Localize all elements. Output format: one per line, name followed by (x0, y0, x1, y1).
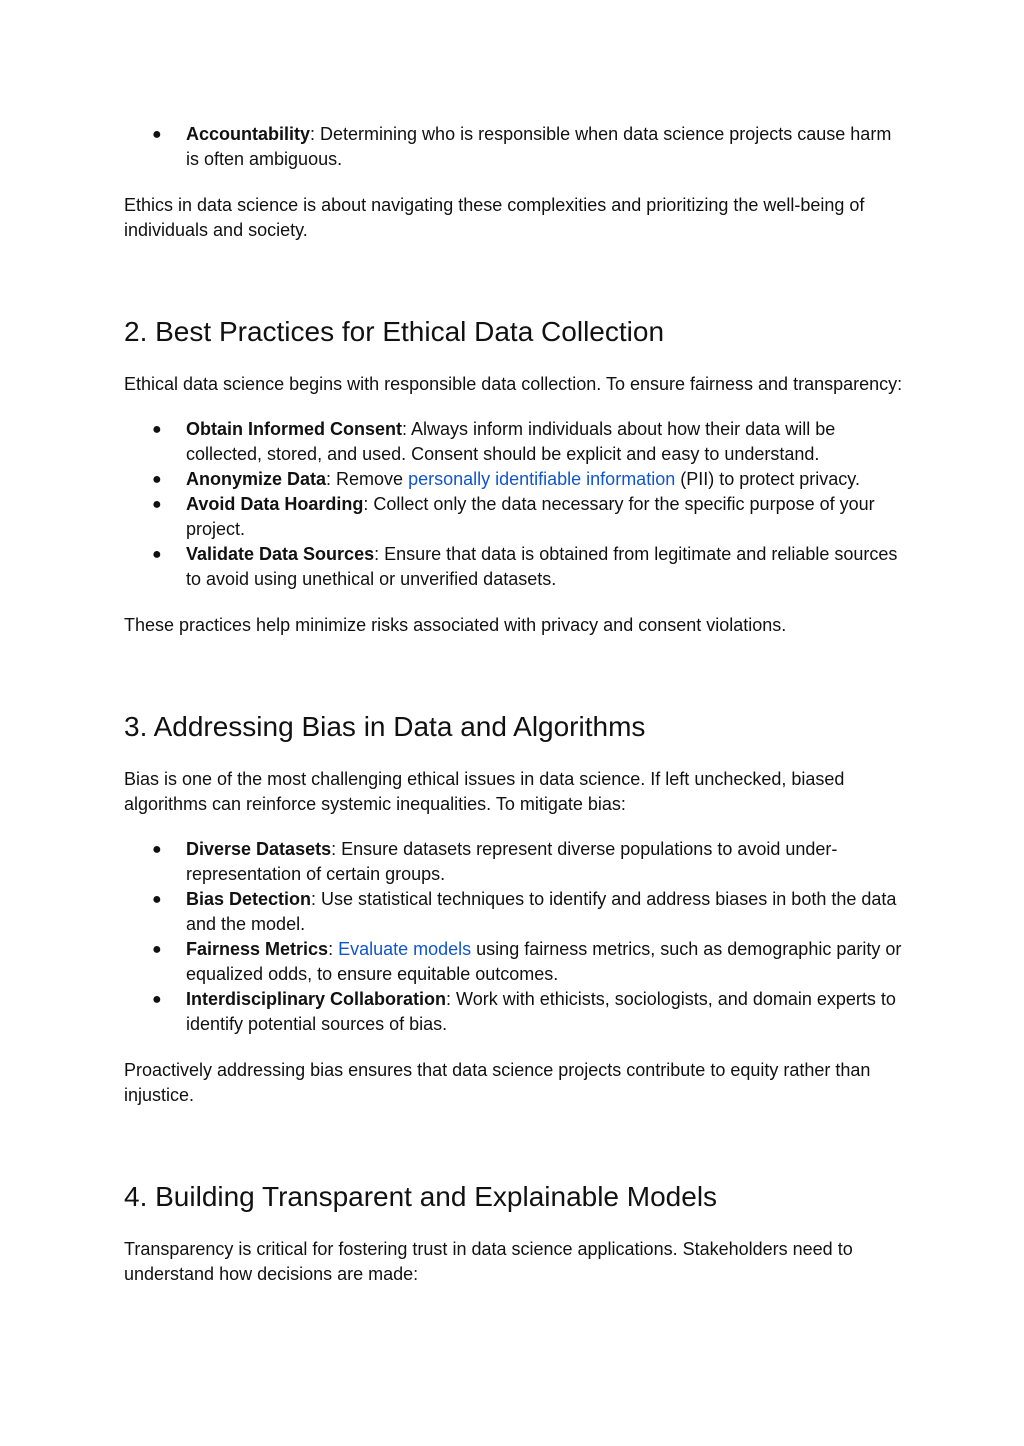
document-page (124, 122, 904, 1287)
pii-link[interactable]: personally identifiable information (408, 469, 676, 489)
list-text: : Collect only the data necessary for the specific purpose of your project. (186, 494, 875, 539)
list-text: (PII) to protect privacy. (675, 469, 860, 489)
list-text: : Ensure that data is obtained from legitimate and reliable sources to avoid using unethical or unverified datasets. (186, 544, 898, 589)
list-text: using fairness metrics, such as demographic parity or equalized odds, to ensure equitable outcomes. (186, 939, 902, 984)
section-closing: These practices help minimize risks associated with privacy and consent violations. (124, 615, 787, 635)
bullet-icon: ● (152, 421, 162, 438)
list-item (124, 467, 904, 492)
list-text: : Always inform individuals about how their data will be collected, stored, and used. Consent should be explicit and easy to understand. (186, 419, 836, 464)
list-term: Avoid Data Hoarding (186, 494, 364, 514)
intro-closing-paragraph: Ethics in data science is about navigating these complexities and prioritizing the well-being of individuals and society. (124, 195, 865, 240)
list-item (124, 417, 904, 467)
list-item (124, 987, 904, 1037)
section-list (124, 417, 904, 592)
bullet-icon: ● (152, 471, 162, 488)
list-item (124, 887, 904, 937)
list-text: : Work with ethicists, sociologists, and domain experts to identify potential sources of bias. (186, 989, 896, 1034)
bullet-icon: ● (152, 546, 162, 563)
bullet-icon: ● (152, 941, 162, 958)
section-closing: Proactively addressing bias ensures that data science projects contribute to equity rather than injustice. (124, 1060, 871, 1105)
section-list (124, 837, 904, 1037)
list-text: : Ensure datasets represent diverse populations to avoid under-representation of certain groups. (186, 839, 838, 884)
bullet-icon: ● (152, 841, 162, 858)
list-item (124, 122, 904, 172)
list-term: Anonymize Data (186, 469, 327, 489)
list-text: : Remove (326, 469, 409, 489)
section-heading: 4. Building Transparent and Explainable Models (124, 1181, 718, 1212)
section-intro: Bias is one of the most challenging ethical issues in data science. If left unchecked, biased algorithms can reinforce systemic inequalities. To mitigate bias: (124, 769, 845, 814)
evaluate-models-link[interactable]: Evaluate models (338, 939, 472, 959)
list-text: : (328, 939, 339, 959)
list-item (124, 542, 904, 592)
bullet-icon: ● (152, 496, 162, 513)
bullet-icon: ● (152, 891, 162, 908)
section-heading: 2. Best Practices for Ethical Data Collection (124, 316, 665, 347)
list-text: : Determining who is responsible when data science projects cause harm is often ambiguous. (186, 124, 892, 169)
list-term: Interdisciplinary Collaboration (186, 989, 447, 1009)
section-intro: Ethical data science begins with responsible data collection. To ensure fairness and transparency: (124, 374, 903, 394)
list-term: Fairness Metrics (186, 939, 329, 959)
bullet-icon: ● (152, 126, 162, 143)
list-term: Diverse Datasets (186, 839, 332, 859)
bullet-icon: ● (152, 991, 162, 1008)
list-term: Accountability (186, 124, 311, 144)
list-term: Obtain Informed Consent (186, 419, 402, 439)
section-heading: 3. Addressing Bias in Data and Algorithms (124, 711, 646, 742)
section-intro: Transparency is critical for fostering trust in data science applications. Stakeholders need to understand how decisions are made: (124, 1239, 853, 1284)
list-term: Validate Data Sources (186, 544, 375, 564)
list-item (124, 837, 904, 887)
list-text: : Use statistical techniques to identify and address biases in both the data and the model. (186, 889, 897, 934)
intro-list (124, 122, 904, 172)
list-item (124, 937, 904, 987)
list-item (124, 492, 904, 542)
list-term: Bias Detection (186, 889, 312, 909)
